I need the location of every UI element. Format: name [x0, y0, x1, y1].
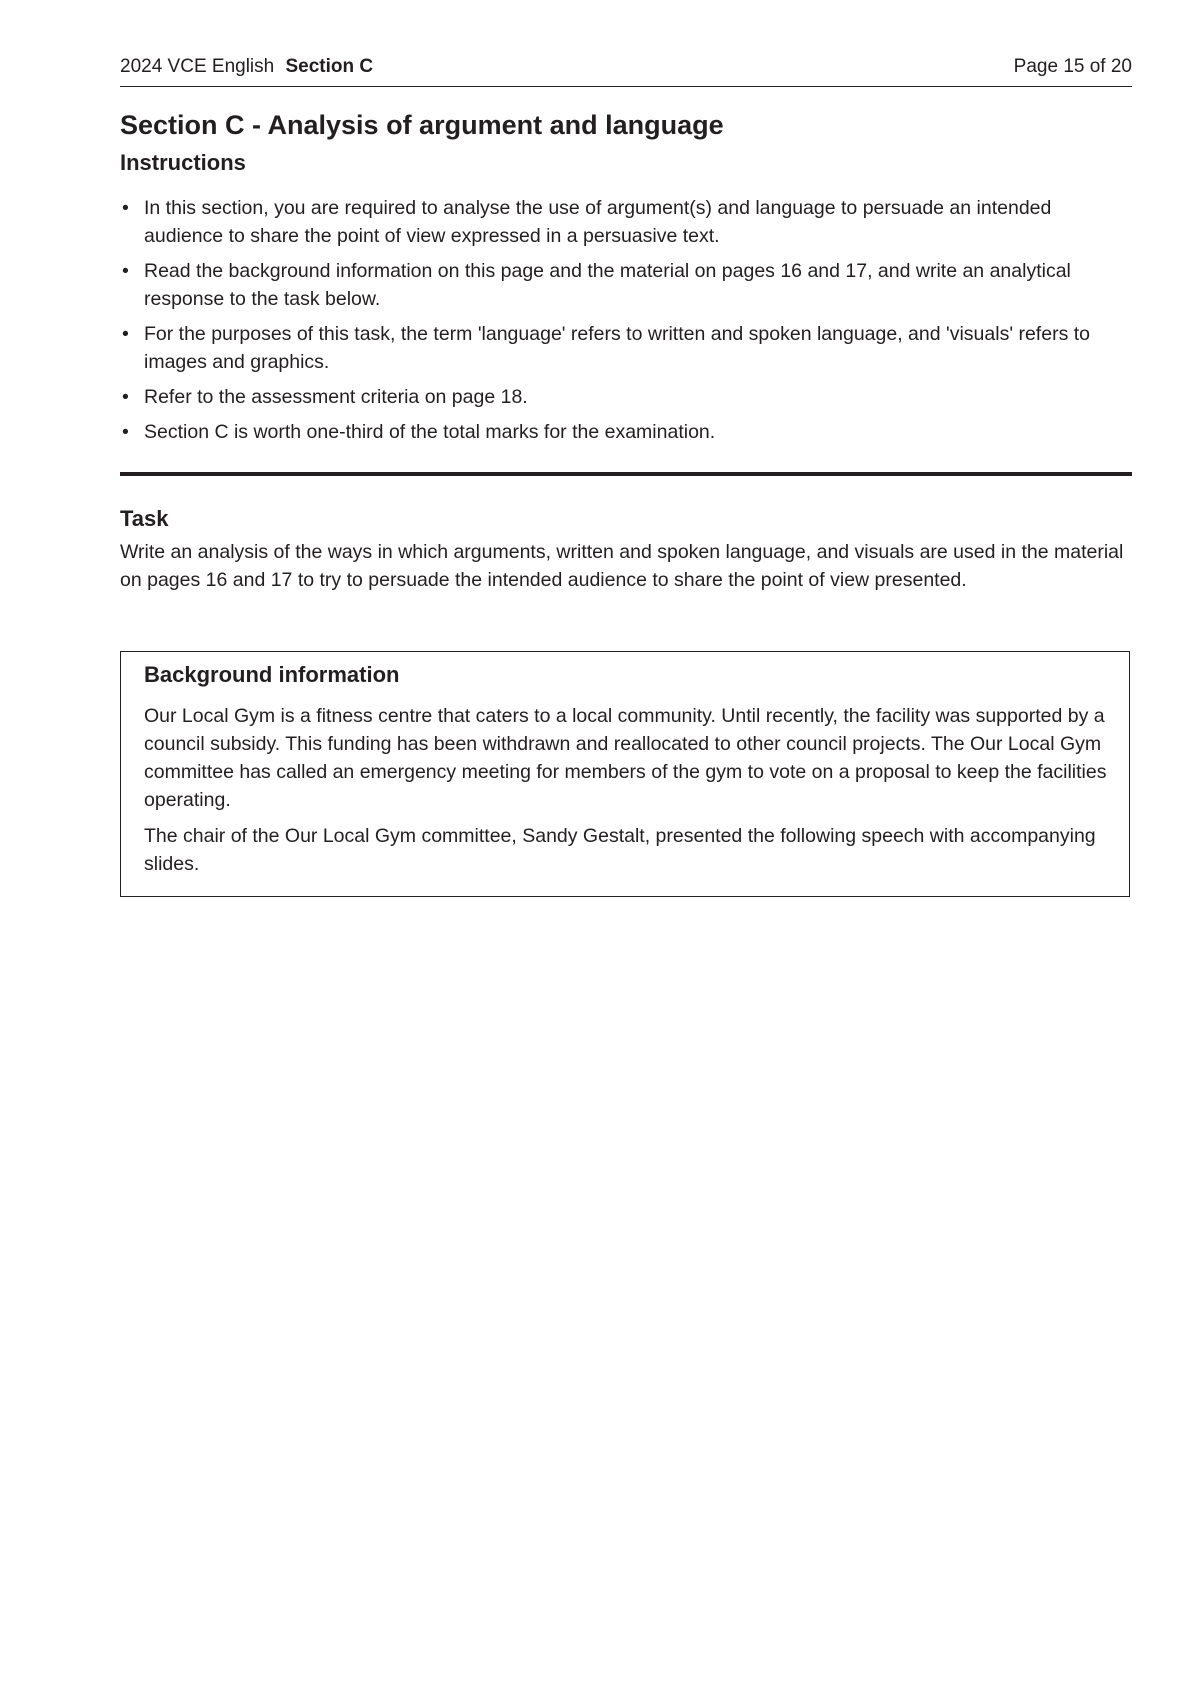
instruction-item: • In this section, you are required to analyse the use of argument(s) and language to persuade an intended audience to share the point of view expressed in a persuasive text.	[120, 194, 1120, 250]
header-left	[120, 56, 373, 78]
instruction-item: • Section C is worth one-third of the total marks for the examination.	[120, 418, 1120, 446]
instruction-item: • Refer to the assessment criteria on page 18.	[120, 383, 1120, 411]
section-divider	[120, 472, 1132, 476]
exam-name: 2024 VCE English	[120, 56, 275, 77]
task-text: Write an analysis of the ways in which arguments, written and spoken language, and visuals are used in the material on pages 16 and 17 to try to persuade the intended audience to share the point of view presented.	[120, 541, 1124, 591]
bullet-icon: •	[122, 260, 129, 282]
background-paragraph: The chair of the Our Local Gym committee, Sandy Gestalt, presented the following speech with accompanying slides.	[144, 825, 1096, 875]
bullet-icon: •	[122, 421, 129, 443]
background-heading: Background information	[144, 662, 400, 687]
instructions-heading: Instructions	[120, 150, 246, 175]
instruction-item: • Read the background information on this page and the material on pages 16 and 17, and write an analytical response to the task below.	[120, 257, 1120, 313]
background-paragraph: Our Local Gym is a fitness centre that caters to a local community. Until recently, the facility was supported by a council subsidy. This funding has been withdrawn and reallocated to other council projects. The Our Local Gym committee has called an emergency meeting for members of the gym to vote on a proposal to keep the facilities operating.	[144, 705, 1107, 811]
bullet-icon: •	[122, 197, 129, 219]
instruction-item: • For the purposes of this task, the term 'language' refers to written and spoken language, and 'visuals' refers to images and graphics.	[120, 320, 1120, 376]
bullet-icon: •	[122, 323, 129, 345]
background-information-box	[120, 651, 1130, 897]
page-number: Page 15 of 20	[1013, 56, 1132, 77]
instructions-list	[120, 194, 1120, 453]
task-heading: Task	[120, 506, 169, 531]
section-name: Section C	[285, 56, 374, 77]
bullet-icon: •	[122, 386, 129, 408]
page-header	[120, 56, 1132, 87]
page-title: Section C - Analysis of argument and language	[120, 110, 724, 140]
